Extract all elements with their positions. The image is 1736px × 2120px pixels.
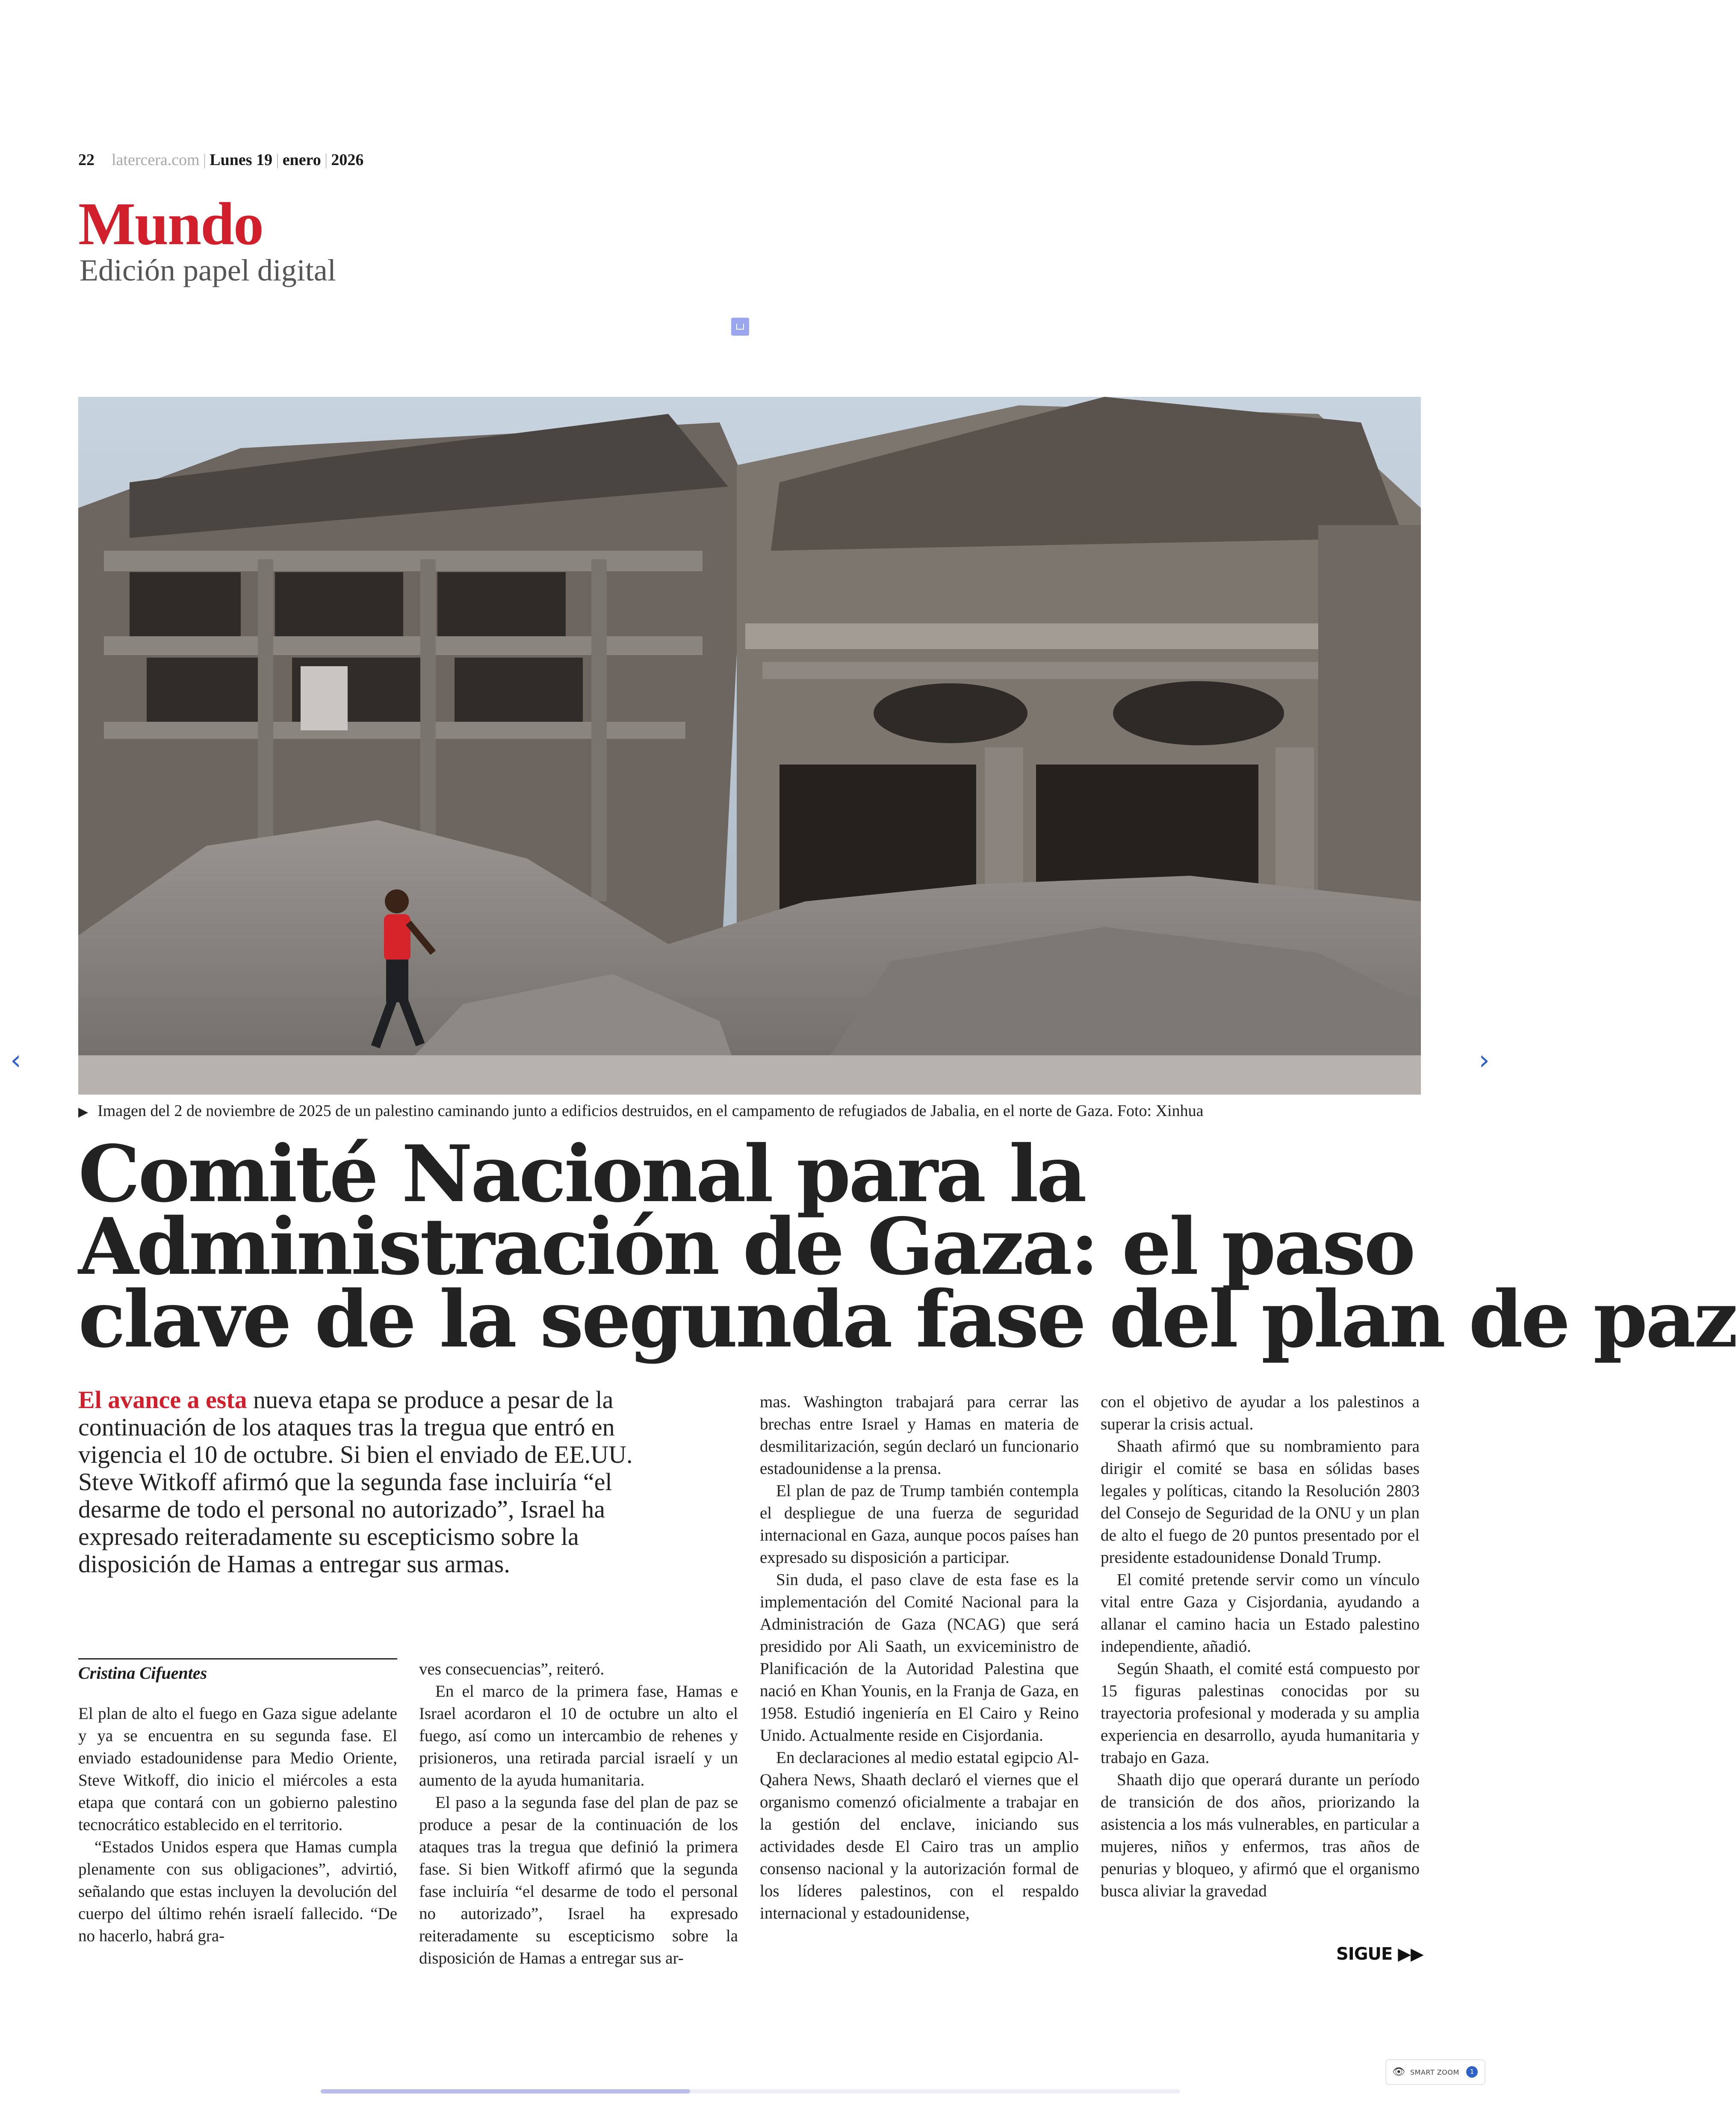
folio-separator: |	[203, 151, 207, 169]
smart-zoom-button[interactable]	[1385, 2059, 1485, 2085]
smart-zoom-count-badge: 1	[1466, 2066, 1478, 2078]
site-name: latercera.com	[112, 151, 200, 169]
destroyed-buildings-illustration	[78, 397, 1421, 1095]
caption-text: Imagen del 2 de noviembre de 2025 de un palestino caminando junto a edificios destruidos, en el campamento de refugiados de Jabalia, en el norte de Gaza. Foto: Xinhua	[97, 1102, 1204, 1120]
headline-line: Comité Nacional para la	[78, 1128, 1085, 1219]
article-paragraph: con el objetivo de ayudar a los palestinos a superar la crisis actual.	[1101, 1393, 1420, 1433]
article-paragraph: Shaath afirmó que su nombramiento para dirigir el comité se basa en sólidas bases legales y políticas, citando la Resolución 2803 del Consejo de Seguridad de la ONU y un plan de alto el fuego de 20 puntos presentado por el presidente estadounidense Donald Trump.	[1101, 1437, 1420, 1567]
article-paragraph: “Estados Unidos espera que Hamas cumpla plenamente con sus obligaciones”, advirtió, señalando que estas incluyen la devolución del cuerpo del último rehén israelí fallecido. “De no hacerlo, habrá gra-	[78, 1838, 397, 1945]
lead-text: nueva etapa se produce a pesar de la continuación de los ataques tras la tregua que entró en vigencia el 10 de octubre. Si bien el enviado de EE.UU. Steve Witkoff afirmó que la segunda fase incluiría “el desarme de todo el personal no autorizado”, Israel ha expresado reiteradamente su escepticismo sobre la disposición de Hamas a entregar sus armas.	[78, 1386, 633, 1578]
article-paragraph: El plan de paz de Trump también contempla el despliegue de una fuerza de seguridad internacional en Gaza, aunque pocos países han expresado su disposición a participar.	[760, 1482, 1079, 1567]
article-paragraph: ves consecuencias”, reiteró.	[419, 1660, 605, 1678]
folio-month: enero	[282, 151, 321, 169]
next-page-button[interactable]	[1474, 1041, 1494, 1080]
folio-line	[78, 150, 363, 170]
caption-triangle-icon: ▶	[78, 1105, 89, 1119]
smart-zoom-label: SMART ZOOM	[1410, 2068, 1459, 2076]
folio-day: Lunes 19	[210, 151, 273, 169]
article-paragraph: mas. Washington trabajará para cerrar las brechas entre Israel y Hamas en materia de desmilitarización, según declaró un funcionario estadounidense a la prensa.	[760, 1393, 1079, 1478]
prev-page-button[interactable]	[6, 1041, 26, 1080]
article-paragraph: En declaraciones al medio estatal egipcio Al-Qahera News, Shaath declaró el viernes que el organismo comenzó oficialmente a trabajar en la gestión del enclave, iniciando sus actividades desde El Cairo tras un amplio consenso nacional y la autorización formal de los líderes palestinos, con el respaldo internacional y estadounidense,	[760, 1748, 1079, 1922]
article-paragraph: Según Shaath, el comité está compuesto por 15 figuras palestinas conocidas por su trayectoria profesional y moderada y su amplia experiencia en desarrollo, ayuda humanitaria y trabajo en Gaza.	[1101, 1659, 1420, 1767]
photo-caption	[78, 1100, 1438, 1123]
article-paragraph: En el marco de la primera fase, Hamas e Israel acordaron el 10 de octubre un alto el fuego, así como un intercambio de rehenes y prisioneros, una retirada parcial israelí y un aumento de la ayuda humanitaria.	[419, 1682, 738, 1789]
folio-separator: |	[276, 151, 279, 169]
double-arrow-icon: ▶▶	[1392, 1944, 1423, 1964]
continue-marker	[1336, 1944, 1423, 1964]
folio-year: 2026	[331, 151, 364, 169]
article-paragraph: El comité pretende servir como un vínculo vital entre Gaza y Cisjordania, ayudando a allanar el camino hacia un Estado palestino independiente, añadió.	[1101, 1571, 1420, 1656]
news-photo	[78, 397, 1421, 1095]
headline-line: clave de la segunda fase del plan de paz	[78, 1273, 1736, 1365]
page-number: 22	[78, 151, 94, 169]
eye-icon: 👁	[1392, 2066, 1405, 2078]
edition-subtitle: Edición papel digital	[80, 253, 336, 287]
headline-line: Administración de Gaza: el paso	[78, 1201, 1414, 1292]
chevron-left-icon: ‹	[10, 1045, 21, 1076]
article-paragraph: Shaath dijo que operará durante un período de transición de dos años, priorizando la asistencia a los más vulnerables, en particular a mujeres, niños y enfermos, tras años de penurias y bloqueo, y afirmó que el organismo busca aliviar la gravedad	[1101, 1771, 1420, 1900]
article-column-2	[419, 1658, 738, 1969]
article-column-4	[1101, 1391, 1420, 1902]
article-paragraph: El paso a la segunda fase del plan de paz se produce a pesar de la continuación de los ataques tras la tregua que definió la primera fase. Si bien Witkoff afirmó que la segunda fase incluiría “el desarme de todo el personal no autorizado”, Israel ha expresado reiteradamente su escepticismo sobre la disposición de Hamas a entregar sus ar-	[419, 1793, 738, 1967]
lead-paragraph	[78, 1386, 660, 1578]
headline	[78, 1128, 1736, 1365]
folio-separator: |	[324, 151, 328, 169]
annotation-marker-icon[interactable]	[731, 318, 749, 336]
chevron-right-icon: ›	[1479, 1045, 1490, 1076]
article-column-1	[78, 1703, 397, 1947]
page-scrollbar-thumb[interactable]	[321, 2089, 690, 2093]
byline: Cristina Cifuentes	[78, 1658, 397, 1684]
lead-highlight: El avance a esta	[78, 1386, 247, 1414]
article-paragraph: Sin duda, el paso clave de esta fase es la implementación del Comité Nacional para la Administración de Gaza (NCAG) que será presidido por Ali Saath, un exviceministro de Planificación de la Autoridad Palestina que nació en Khan Younis, en la Franja de Gaza, en 1958. Estudió ingeniería en El Cairo y Reino Unido. Actualmente reside en Cisjordania.	[760, 1571, 1079, 1745]
article-paragraph: El plan de alto el fuego en Gaza sigue adelante y ya se encuentra en su segunda fase. El enviado estadounidense para Medio Oriente, Steve Witkoff, dio inicio el miércoles a esta etapa que contará con un gobierno palestino tecnocrático establecido en el territorio.	[78, 1704, 397, 1834]
article-column-3	[760, 1391, 1079, 1925]
sigue-label: SIGUE	[1336, 1944, 1393, 1964]
section-title: Mundo	[78, 190, 263, 257]
